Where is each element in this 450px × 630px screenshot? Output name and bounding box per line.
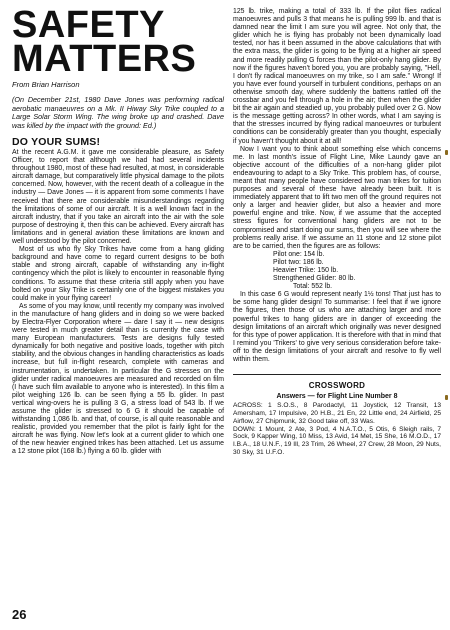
weight-figure: Heavier Trike: 150 lb. — [273, 267, 339, 274]
binding-mark — [445, 150, 448, 155]
weight-figure: Strengthened Glider: 80 lb. — [273, 275, 356, 283]
crossword-across: ACROSS: 1 S.O.S., 8 Parodactyl, 11 Joystick, 12 Transit, 13 Amersham, 17 Impulsive, 20 H.B., 21 En, 22 Little end, 24 Airfield, 25 Airflow, 27 Chipmunk, 32 Good take off, 33 Was. — [233, 402, 441, 425]
body-paragraph: In this case 6 G would represent nearly 1½ tons! That just has to be some hang glider design! To summarise: I feel that if we ignore the figures, then those of us who are attaching larger and more powerful trikes to hang gliders are in danger of exceeding the design limitations of an aircraft which originally was never designed for this type of power application. It is therefore with that in mind that I remind you 'Trikers' to give very serious consideration before take-off to the design limitations of your aircraft and resolve to fly well within them. — [233, 291, 441, 364]
page-number: 26 — [12, 607, 27, 622]
body-paragraph: 125 lb. trike, making a total of 333 lb. If the pilot flies radical manoeuvres and pulls 3 that means he is pulling 999 lb. and that is damned near the limit I am sure you will agree. Not only that, the glider which he is flying has probably not been dynamically load tested, nor has it been assumed in the above calculations that with the extra mass, the glider is going to be flying at a higher air speed and more readily pulling G forces than the pilot-only hang glider. By now if the figures haven't bored you, you are probably saying, "Hell, I don't fly radical manoeuvres on my trike, so I am safe." Wrong! If you have ever found yourself in turbulent conditions, perhaps on an otherwise smooth day, where suddenly the battens rattled off the crossbar and you fell through a hole in the air; then when the glider bit the air again and steadied up, you probably pulled over 2 G. Now is the message getting across? In other words, what I am saying is that the stresses incurred by flying radical manoeuvres or turbulent conditions can be considerably greater than you thought, especially if you haven't thought about it at all! — [233, 8, 441, 145]
weight-figures — [273, 251, 441, 291]
section-divider — [233, 374, 441, 375]
body-paragraph: At the recent A.G.M. it gave me considerable pleasure, as Safety Officer, to report that although we had had several incidents throughout 1980, most of these had resulted, at most, in considerable aircraft damage, but comparatively little physical damage to the pilots concerned. Now, however, with the recent death of a colleague in the industry — Dave Jones — it is apparent from some comments I have received that there are considerable misunderstandings regarding the limitations of some of our aircraft. It is a well known fact in the aircraft industry, that if you take an aircraft into the air with the sole purpose of destroying it, then this can be achieved. Every aircraft has limitations and in general aviation these limitations are known and well understood by the pilot concerned. — [12, 149, 224, 246]
body-paragraph: Now I want you to think about something else which concerns me. In last month's issue of Flight Line, Mike Laundy gave an objective account of the difficulties of a non-hang glider pilot endeavouring to adapt to a Sky Trike. This problem has, of course, meant that many people have considered two man trikes for tuition purposes and several of these have already been built. It is immediately apparent that to lift two men off the ground requires not only a larger and heavier glider, but also a heavier and more powerful engine and trike. Now, if we assume that the accepted stress figures for conventional hang gliders are not to be compromised and start doing our sums, then you will see where the problems really arise. If we assume an 11 stone and 12 stone pilot are to be carried, then the figures are as follows: — [233, 145, 441, 250]
left-column — [12, 4, 224, 457]
crossword-down: DOWN: 1 Mount, 2 Ate, 3 Pod, 4 N.A.T.O., 5 Otis, 6 Sleigh rails, 7 Sock, 9 Kapper Wing, 10 Miss, 13 Avid, 14 Met, 15 She, 16 M.O.D., 17 I.B.A., 18 U.N.F., 19 Ill, 23 Trim, 26 Wheel, 27 Crew, 28 Moon, 29 Nuts, 30 Sky, 31 U.F.O. — [233, 425, 441, 456]
crossword-title: Answers — for Flight Line Number 8 — [276, 393, 398, 401]
weight-figure: Pilot one: 154 lb. — [273, 250, 325, 258]
right-column — [233, 8, 441, 457]
body-paragraph: Most of us who fly Sky Trikes have come from a hang gliding background and have come to regard current designs to be both stable and strong aircraft, capable of withstanding any in-flight contingency which the pilot is likely to encounter in reasonable flying conditions. To assume that these criteria still apply when you have bolted on your Sky Trike is certainly one of the biggest mistakes you could make in your flying career! — [12, 246, 224, 302]
binding-mark — [445, 395, 448, 400]
weight-figure: Pilot two: 186 lb. — [273, 258, 324, 266]
article-title — [12, 4, 224, 80]
crossword-answers — [233, 381, 441, 457]
title-line-1: SAFETY — [12, 4, 165, 46]
body-paragraph: As some of you may know, until recently my company was involved in the manufacture of hang gliders and in doing so we were backed by Electra-Flyer Corporation where — dare I say it — new designs were tested in much greater detail than is currently the case with many European manufacturers. Tests are designs fully tested dynamically for both negative and positive loads, together with pitch stability, and the obvious changes in handling characteristics as loads increase, but full in-flight research, complete with cameras and instrumentation, is undertaken. In particular the G stresses on the glider under radical manoeuvres are measured and recorded on film (I have such film available to anyone who is interested). In this film a pilot weighing 126 lb. can be seen flying a 55 lb. glider. In past vertical wing-overs he is pulling 3 G, a stress load of 543 lb. If we assume the glider is stressed to 6 G it should be capable of withstanding 1,086 lb. and that, of course, is all quite reasonable and realistic, provided you remember that the pilot is fairly light for the aircraft he was flying. Now let's look at a current glider to which one of the new heavier engined trikes has been attached. Let us assume a 12 stone pilot (168 lb.) flying a 60 lb. glider with — [12, 302, 224, 456]
byline: From Brian Harrison — [12, 80, 80, 89]
crossword-heading: CROSSWORD — [308, 381, 366, 391]
editor-intro: (On December 21st, 1980 Dave Jones was performing radical aerobatic manaeuvres on a Mk. II Hiway Sky Trike coupled to a Large Solar Storm Wing. The wing broke up and crashed. Dave was killed by the impact with the ground: Ed.) — [12, 95, 224, 130]
title-line-2: MATTERS — [12, 38, 197, 80]
section-subhead: DO YOUR SUMS! — [12, 136, 101, 148]
weight-total: Total: 552 lb. — [293, 283, 333, 291]
